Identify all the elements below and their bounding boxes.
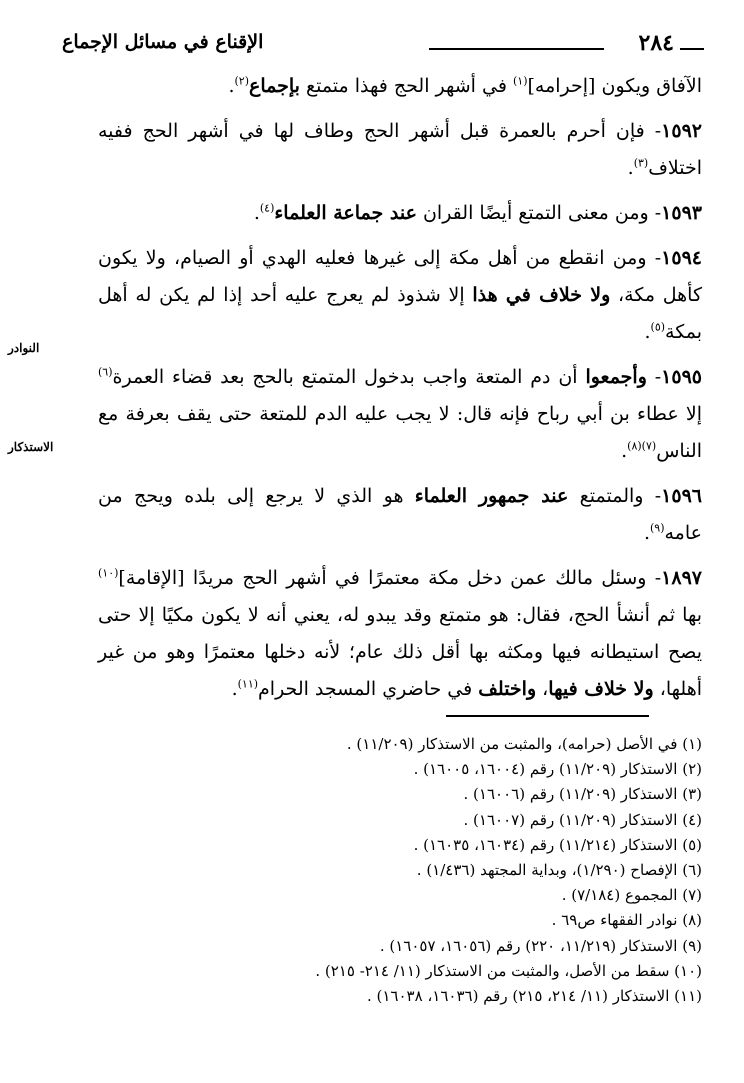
text-run: - ومن معنى التمتع أيضًا القران xyxy=(416,202,662,224)
paragraph xyxy=(98,359,702,470)
margin-note-istidhkar: الاستذكار xyxy=(8,440,54,454)
emphasis: وأجمعوا xyxy=(585,366,647,388)
header-rule-middle xyxy=(429,48,604,50)
header-rule-right xyxy=(680,48,704,50)
issue-number: ١٥٩٣ xyxy=(661,202,702,224)
text-run: في حاضري المسجد الحرام xyxy=(258,678,479,700)
footnote-ref: (٤) xyxy=(259,201,275,215)
paragraph xyxy=(98,240,702,351)
text-run: . xyxy=(627,157,634,179)
footnote: (٩) الاستذكار (١١/٢١٩، ٢٢٠) رقم (١٦٠٥٦، ١٦٠٥٧) . xyxy=(379,936,702,955)
issue-number: ١٥٩٦ xyxy=(661,485,702,507)
footnote: (٣) الاستذكار (١١/٢٠٩) رقم (١٦٠٠٦) . xyxy=(463,785,702,804)
text-run: بها ثم أنشأ الحج، فقال: هو متمتع وقد يبدو له، يعني أنه لا يكون مكيًا إلا حتى يصح استيطانه فيها ومكثه بها أقل ذلك عام؛ لأنه دخلها معتمرًا وهو من غير أهلها، xyxy=(98,604,702,700)
emphasis: واختلف xyxy=(478,678,537,700)
footnote: (١١) الاستذكار (١١/ ٢١٤، ٢١٥) رقم (١٦٠٣٦، ١٦٠٣٨) . xyxy=(366,987,702,1006)
issue-number: ١٨٩٧ xyxy=(661,567,702,589)
paragraph xyxy=(98,68,702,105)
footnote: (٢) الاستذكار (١١/٢٠٩) رقم (١٦٠٠٤، ١٦٠٠٥) . xyxy=(413,760,702,779)
paragraph xyxy=(98,560,702,708)
footnote: (٤) الاستذكار (١١/٢٠٩) رقم (١٦٠٠٧) . xyxy=(463,810,702,829)
footnotes xyxy=(98,732,702,1009)
text-run: . xyxy=(643,522,650,544)
issue-number: ١٥٩٢ xyxy=(661,120,702,142)
page-header xyxy=(62,28,704,58)
footnote: (٥) الاستذكار (١١/٢١٤) رقم (١٦٠٣٤، ١٦٠٣٥) . xyxy=(413,835,702,854)
footnote-ref: (١١) xyxy=(237,677,259,691)
footnote-separator xyxy=(446,715,649,717)
text-run: . xyxy=(231,678,238,700)
text-run: - xyxy=(646,366,662,388)
main-text xyxy=(98,68,702,716)
paragraph xyxy=(98,195,702,232)
text-run: . xyxy=(228,75,235,97)
text-run: - والمتمتع xyxy=(568,485,662,507)
text-run: إلا شذوذ لم يعرج عليه أحد إذا لم يكن له أهل بمكة xyxy=(98,284,702,343)
text-run: - فإن أحرم بالعمرة قبل أشهر الحج وطاف لها في أشهر الحج ففيه اختلاف xyxy=(98,120,702,179)
issue-number: ١٥٩٤ xyxy=(661,247,702,269)
text-run: الآفاق ويكون [إحرامه] xyxy=(527,75,702,97)
page-number: ٢٨٤ xyxy=(638,30,674,56)
text-run: - ومن انقطع من أهل مكة إلى غيرها فعليه الهدي أو الصيام، ولا يكون كأهل مكة، xyxy=(98,247,702,306)
text-run: . xyxy=(253,202,260,224)
footnote-ref: (١٠) xyxy=(98,566,119,580)
issue-number: ١٥٩٥ xyxy=(661,366,702,388)
margin-note-nawadir: النوادر xyxy=(8,341,40,355)
text-run: أن دم المتعة واجب بدخول المتمتع بالحج بعد قضاء العمرة xyxy=(112,366,586,388)
footnote-ref: (٣) xyxy=(633,156,649,170)
footnote-ref: (٧)(٨) xyxy=(627,439,657,453)
text-run: في أشهر الحج فهذا متمتع xyxy=(299,75,513,97)
text-run: . xyxy=(644,321,651,343)
emphasis: ولا خلاف في هذا xyxy=(472,284,611,306)
footnote-ref: (٢) xyxy=(234,74,249,88)
paragraph xyxy=(98,113,702,187)
footnote-ref: (٥) xyxy=(650,320,666,334)
emphasis: بإجماع xyxy=(249,75,300,97)
footnote: (١) في الأصل (حرامه)، والمثبت من الاستذكار (١١/٢٠٩) . xyxy=(346,735,702,753)
footnote-ref: (٩) xyxy=(649,521,665,535)
text-run: ، xyxy=(536,678,549,700)
footnote: (٨) نوادر الفقهاء ص٦٩ . xyxy=(551,911,702,930)
emphasis: عند جمهور العلماء xyxy=(414,485,569,507)
text-run: هو الذي لا يرجع إلى بلده ويحج من عامه xyxy=(98,485,702,544)
emphasis: عند جماعة العلماء xyxy=(274,202,417,224)
emphasis: ولا خلاف فيها xyxy=(548,678,654,700)
footnote: (١٠) سقط من الأصل، والمثبت من الاستذكار (١١/ ٢١٤- ٢١٥) . xyxy=(315,961,702,980)
paragraph xyxy=(98,478,702,552)
footnote-ref: (٦) xyxy=(98,365,113,379)
footnote-ref: (١) xyxy=(512,74,528,88)
footnote: (٧) المجموع (٧/١٨٤) . xyxy=(561,886,702,905)
text-run: إلا عطاء بن أبي رباح فإنه قال: لا يجب عليه الدم للمتعة حتى يقف بعرفة مع الناس xyxy=(98,403,702,462)
text-run: . xyxy=(621,440,628,462)
text-run: - وسئل مالك عمن دخل مكة معتمرًا في أشهر الحج مريدًا [الإقامة] xyxy=(118,567,662,589)
footnote: (٦) الإفصاح (١/٢٩٠)، وبداية المجتهد (١/٤٣٦) . xyxy=(416,861,702,880)
book-title: الإقناع في مسائل الإجماع xyxy=(62,31,264,53)
